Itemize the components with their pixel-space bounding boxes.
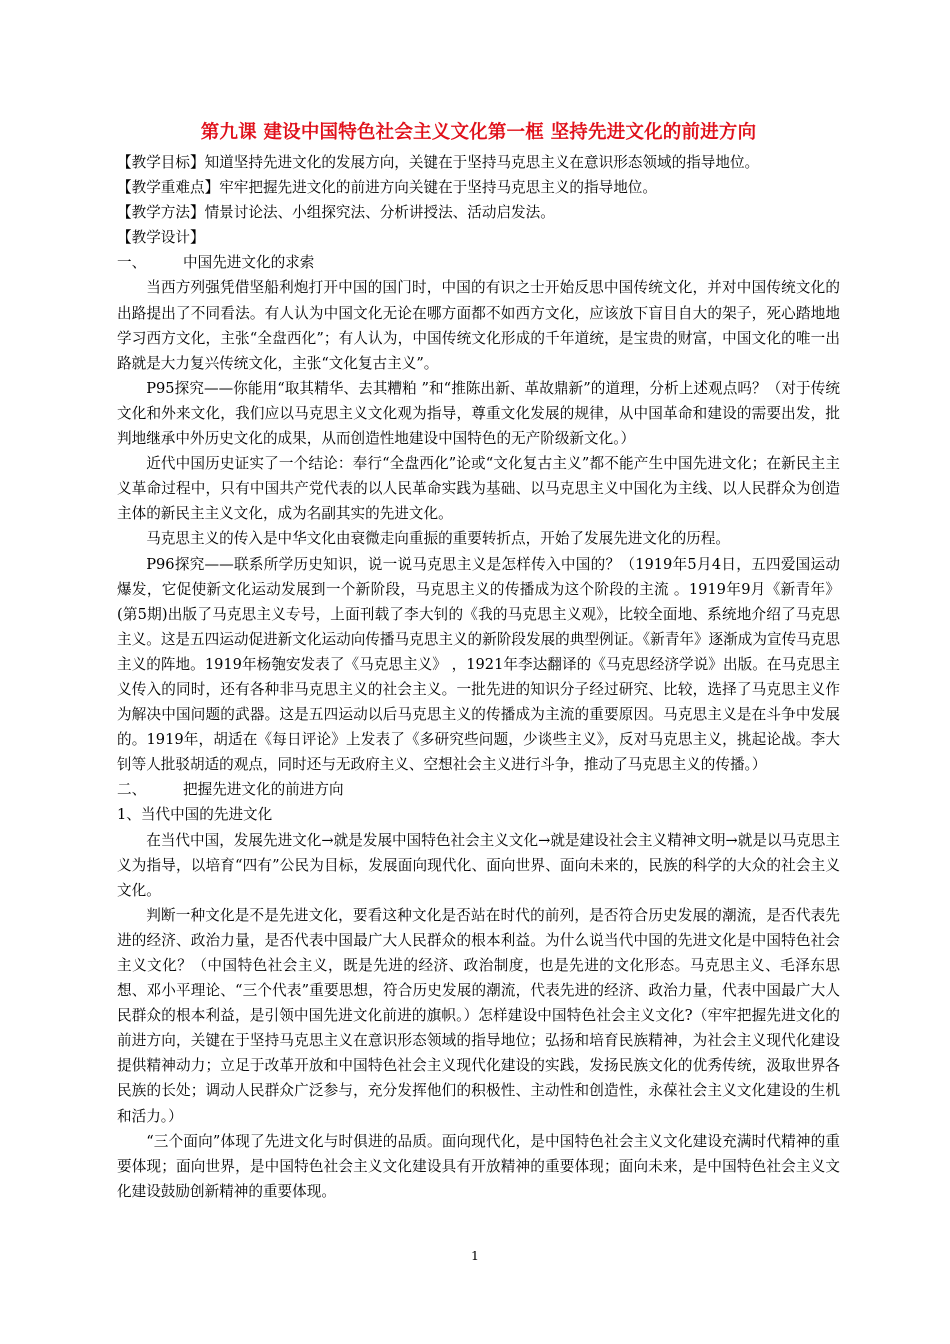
section-heading-1 — [117, 250, 840, 275]
page-number: 1 — [471, 1248, 479, 1263]
section-number: 一、 — [117, 254, 147, 272]
teaching-design-label: 【教学设计】 — [117, 229, 205, 247]
teaching-key-points: 【教学重难点】牢牢把握先进文化的前进方向关键在于坚持马克思主义的指导地位。 — [117, 179, 657, 197]
teaching-goal: 【教学目标】知道坚持先进文化的发展方向，关键在于坚持马克思主义在意识形态领域的指导地位。 — [117, 154, 760, 171]
lesson-title: 第九课 建设中国特色社会主义文化第一框 坚持先进文化的前进方向 — [200, 122, 757, 143]
paragraph: 判断一种文化是不是先进文化，要看这种文化是否站在时代的前列，是否符合历史发展的潮流，是否代表先进的经济、政治力量，是否代表中国最广大人民群众的根本利益。为什么说当代中国的先进文化是中国特色社会主义文化？（中国特色社会主义，既是先进的经济、政治制度，也是先进的文化形态。马克思主义、毛泽东思想、邓小平理论、“三个代表”重要思想，符合历史发展的潮流，代表先进的经济、政治力量，代表中国最广大人民群众的根本利益，是引领中国先进文化前进的旗帜。）怎样建设中国特色社会主义文化?（牢牢把握先进文化的前进方向，关键在于坚持马克思主义在意识形态领域的指导地位；弘扬和培育民族精神，为社会主义现代化建设提供精神动力；立足于改革开放和中国特色社会主义现代化建设的实践，发扬民族文化的优秀传统，汲取世界各民族的长处；调动人民群众广泛参与，充分发挥他们的积极性、主动性和创造性，永葆社会主义文化建设的生机和活力。） — [117, 906, 840, 1125]
subsection-heading: 1、当代中国的先进文化 — [117, 806, 273, 824]
paragraph: 马克思主义的传入是中华文化由衰微走向重振的重要转折点，开始了发展先进文化的历程。 — [146, 530, 730, 548]
section-title: 把握先进文化的前进方向 — [183, 781, 344, 799]
paragraph: P96探究——联系所学历史知识，说一说马克思主义是怎样传入中国的？（1919年5月4日，五四爱国运动爆发，它促使新文化运动发展到一个新阶段，马克思主义的传播成为这个阶段的主流 。1919年9月《新青年》(第5期)出版了马克思主义专号，上面刊载了李大钊的《我的马克思主义观》，比较全面地、系统地介绍了马克思主义。这是五四运动促进新文化运动向传播马克思主义的新阶段发展的典型例证。《新青年》逐渐成为宣传马克思主义的阵地。1919年杨匏安发表了《马克思主义》 ，1921年李达翻译的《马克思经济学说》出版。在马克思主义传入的同时，还有各种非马克思主义的社会主义。一批先进的知识分子经过研究、比较，选择了马克思主义作为解决中国问题的武器。这是五四运动以后马克思主义的传播成为主流的重要原因。马克思主义是在斗争中发展的。1919年，胡适在《每日评论》上发表了《多研究些问题，少谈些主义》，反对马克思主义，挑起论战。李大钊等人批驳胡适的观点，同时还与无政府主义、空想社会主义进行斗争，推动了马克思主义的传播。） — [117, 555, 840, 774]
paragraph: P95探究——你能用“取其精华、去其糟粕 ”和“推陈出新、革故鼎新”的道理，分析上述观点吗？（对于传统文化和外来文化，我们应以马克思主义文化观为指导，尊重文化发展的规律，从中国革命和建设的需要出发，批判地继承中外历史文化的成果，从而创造性地建设中国特色的无产阶级新文化。） — [117, 379, 840, 448]
section-title: 中国先进文化的求索 — [183, 254, 315, 272]
paragraph: “三个面向”体现了先进文化与时俱进的品质。面向现代化，是中国特色社会主义文化建设充满时代精神的重要体现；面向世界，是中国特色社会主义文化建设具有开放精神的重要体现；面向未来，是中国特色社会主义文化建设鼓励创新精神的重要体现。 — [117, 1132, 840, 1200]
document-page — [117, 118, 840, 1204]
section-number: 二、 — [117, 781, 147, 799]
section-heading-2 — [117, 777, 840, 802]
teaching-methods: 【教学方法】情景讨论法、小组探究法、分析讲授法、活动启发法。 — [117, 204, 555, 222]
paragraph: 当西方列强凭借坚船利炮打开中国的国门时，中国的有识之士开始反思中国传统文化，并对中国传统文化的出路提出了不同看法。有人认为中国文化无论在哪方面都不如西方文化，应该放下盲目自大的架子，死心踏地地学习西方文化，主张“全盘西化”；有人认为，中国传统文化形成的千年道统，是宝贵的财富，中国文化的唯一出路就是大力复兴传统文化，主张“文化复古主义”。 — [117, 279, 840, 372]
paragraph: 在当代中国，发展先进文化→就是发展中国特色社会主义文化→就是建设社会主义精神文明→就是以马克思主义为指导，以培育“四有”公民为目标，发展面向现代化、面向世界、面向未来的，民族的科学的大众的社会主义文化。 — [117, 831, 840, 899]
paragraph: 近代中国历史证实了一个结论：奉行“全盘西化”论或“文化复古主义”都不能产生中国先进文化；在新民主主义革命过程中，只有中国共产党代表的以人民革命实践为基础、以马克思主义中国化为主线、以人民群众为创造主体的新民主主义文化，成为名副其实的先进文化。 — [117, 455, 840, 523]
